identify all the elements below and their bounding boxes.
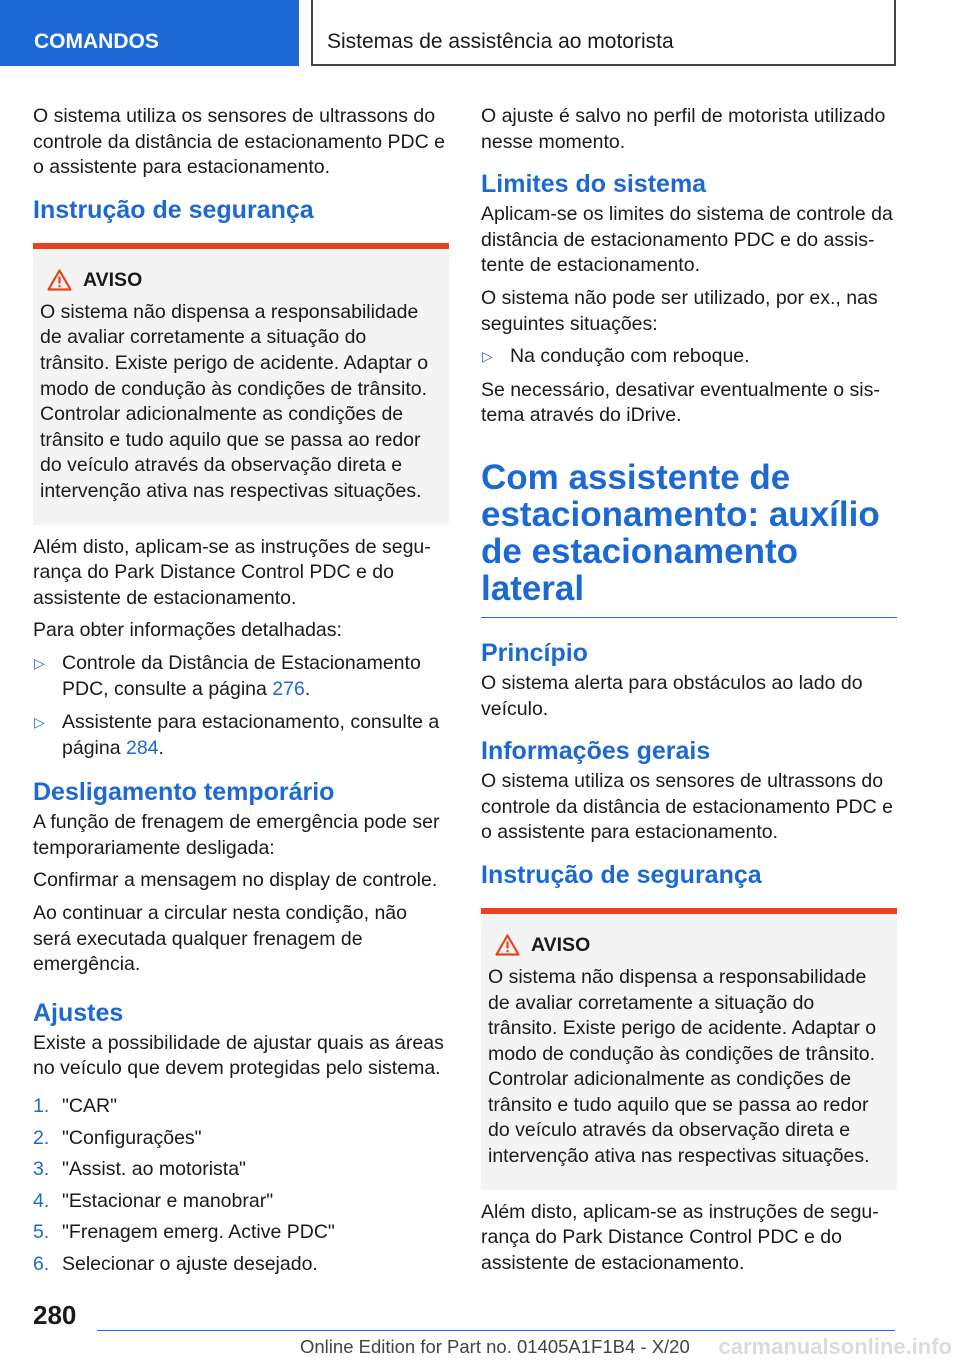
list-item: ▷ Controle da Distância de Estacionamento PDC, consulte a página 276. (34, 651, 421, 700)
limits-heading: Limites do sistema (481, 170, 707, 199)
settings-paragraph: Existe a possibilidade de ajustar quais as áreas no veículo que devem protegidas pelo sistema. (33, 1031, 444, 1080)
limits-paragraph-2: O sistema não pode ser utilizado, por ex., nas seguintes situações: (481, 286, 878, 335)
bullet-triangle-icon: ▷ (482, 348, 493, 365)
footer-divider (97, 1330, 895, 1331)
warning-label: AVISO (531, 933, 591, 956)
step-item: 4. "Estacionar e manobrar" (33, 1189, 274, 1212)
section-title: Sistemas de assistência ao motorista (311, 0, 896, 66)
intro-paragraph: O sistema utiliza os sensores de ultrassons do controle da distância de estacionamento PDC e o assistente para estacionamento. (33, 105, 445, 179)
more-info-label: Para obter informações detalhadas: (33, 619, 342, 642)
warning-triangle-icon (495, 934, 520, 956)
step-item: 2. "Configurações" (33, 1126, 202, 1149)
left-column (33, 104, 449, 1284)
list-item: ▷ Na condução com reboque. (481, 344, 897, 370)
right-column (481, 104, 897, 1283)
additional-instructions-right: Além disto, aplicam-se as instruções de segurança do Park Distance Control PDC e do assistente de estacionamento. (481, 1200, 879, 1274)
settings-heading: Ajustes (33, 998, 124, 1027)
general-info-heading: Informações gerais (481, 737, 711, 766)
chapter-tab[interactable]: COMANDOS (0, 0, 299, 66)
warning-box (33, 243, 449, 525)
limits-paragraph-1: Aplicam-se os limites do sistema de controle da distância de estacionamento PDC e do assistente de estacionamento. (481, 203, 893, 277)
step-item: 6. Selecionar o ajuste desejado. (33, 1253, 318, 1275)
principle-heading: Princípio (481, 638, 588, 667)
safety-heading: Instrução de segurança (33, 195, 314, 224)
additional-instructions: Além disto, aplicam-se as instruções de segurança do Park Distance Control PDC e do assistente de estacionamento. (33, 535, 431, 609)
safety-heading-right: Instrução de segurança (481, 860, 762, 889)
section-heading: Com assistente de estacionamento: auxílio de estacionamento lateral (481, 459, 897, 618)
general-info-paragraph: O sistema utiliza os sensores de ultrassons do controle da distância de estacionamento PDC e o assistente para estacionamento. (481, 770, 893, 844)
temp-paragraph-1: A função de frenagem de emergência pode ser temporariamente desligada: (33, 811, 440, 859)
watermark: carmanualsonline.info (718, 1334, 952, 1359)
list-item: ▷ Assistente para estacionamento, consulte a página 284. (34, 711, 440, 759)
settings-steps (33, 1094, 449, 1278)
page-number: 280 (33, 1300, 77, 1330)
reference-list (33, 651, 449, 761)
limits-paragraph-3: Se necessário, desativar eventualmente o sistema através do iDrive. (481, 378, 880, 427)
temp-paragraph-3: Ao continuar a circular nesta condição, não será executada qualquer frenagem de emergência. (33, 902, 407, 976)
temp-paragraph-2: Confirmar a mensagem no display de controle. (33, 869, 438, 892)
page-link-276[interactable]: 276 (272, 677, 305, 700)
warning-triangle-icon (47, 269, 72, 291)
warning-label: AVISO (83, 268, 143, 291)
bullet-triangle-icon: ▷ (34, 714, 45, 731)
warning-box-right (481, 908, 897, 1190)
step-item: 5. "Frenagem emerg. Active PDC" (33, 1221, 335, 1244)
step-item: 3. "Assist. ao motorista" (33, 1158, 246, 1181)
bullet-triangle-icon: ▷ (34, 654, 45, 671)
warning-text: O sistema não dispensa a responsabilidade de avaliar corretamente a situação do trânsito. Existe perigo de acidente. Adaptar o modo de condução às condições de trânsito. Controlar adicionalmente as condições de trânsito e tudo aquilo que se passa ao redor do veículo através da observação direta e intervenção ativa nas respectivas situações. (488, 965, 877, 1168)
saved-paragraph: O ajuste é salvo no perfil de motorista utilizado nesse momento. (481, 105, 886, 153)
edition-info: Online Edition for Part no. 01405A1F1B4 - X/20 (300, 1336, 690, 1357)
limits-list (481, 344, 897, 370)
warning-text: O sistema não dispensa a responsabilidade de avaliar corretamente a situação do trânsito. Existe perigo de acidente. Adaptar o modo de condução às condições de trânsito. Controlar adicionalmente as condições de trânsito e tudo aquilo que se passa ao redor do veículo através da observação direta e intervenção ativa nas respectivas situações. (40, 300, 429, 502)
page-link-284[interactable]: 284 (125, 736, 159, 759)
temporary-shutdown-heading: Desligamento temporário (33, 778, 335, 807)
step-item: 1. "CAR" (33, 1095, 118, 1118)
principle-paragraph: O sistema alerta para obstáculos ao lado do veículo. (481, 671, 863, 720)
